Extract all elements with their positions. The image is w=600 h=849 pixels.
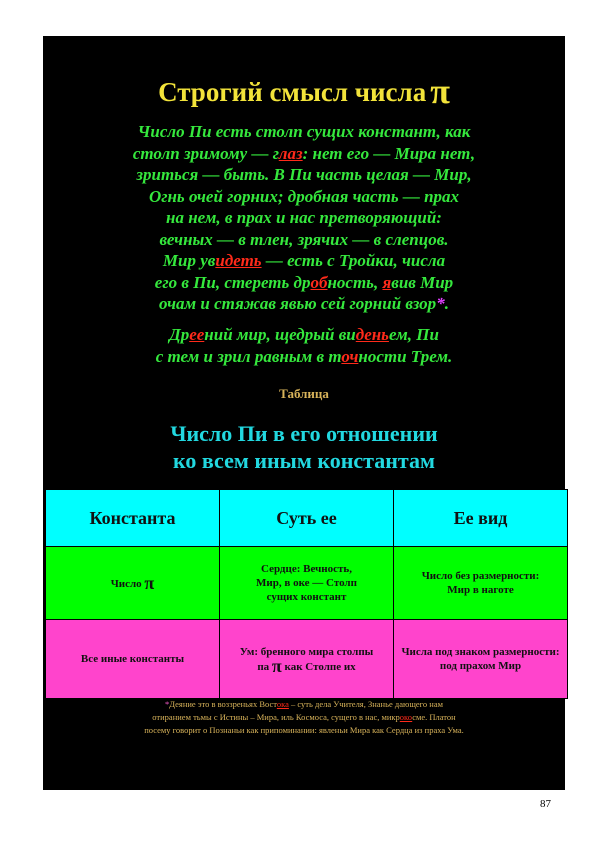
poem-line: Дреений мир, щедрый виденьем, Пи (169, 325, 439, 344)
title-text: Строгий смысл числа (158, 77, 427, 107)
footnote (55, 698, 553, 737)
poem-line: столп зримому — глаз: нет его — Мира нет, (132, 143, 476, 163)
table-title-line: Число Пи в его отношении (170, 421, 438, 446)
poem-line: на нем, в прах и нас претворяющий: (166, 208, 442, 227)
poem-stanza-2 (55, 324, 553, 367)
table-cell: Ум: бренного мира столпы па π как Столпе их (220, 620, 394, 699)
column-header: Суть ее (220, 490, 394, 547)
highlight-text: об (310, 272, 328, 292)
highlight-text: лаз (278, 143, 303, 163)
pi-symbol: π (271, 655, 282, 676)
table-cell: Числа под знаком размерности: под прахом Мир (394, 620, 568, 699)
highlight-text: ее (189, 325, 205, 344)
pi-symbol: π (144, 572, 155, 593)
table-title (43, 420, 565, 474)
footnote-marker: * (436, 294, 445, 313)
page-title (43, 70, 565, 112)
table-cell: Число без размерности: Мир в наготе (394, 547, 568, 620)
poem-line: Мир увидеть — есть с Тройки, числа (162, 251, 446, 270)
footnote-line: *Деяние это в воззреньях Востока – суть дела Учителя, Знанье дающего нам (164, 699, 443, 709)
table-cell: Сердце: Вечность, Мир, в оке — Столп сущих констант (220, 547, 394, 620)
highlight-text: день (355, 325, 389, 344)
table-title-line: ко всем иным константам (173, 448, 435, 473)
constants-table (45, 489, 568, 699)
footnote-marker: * (164, 699, 170, 709)
page-number: 87 (540, 798, 551, 810)
footnote-line: отиранием тьмы с Истины – Мира, иль Космоса, сущего в нас, микрокосме. Платон (152, 712, 456, 722)
table-header-row (46, 490, 568, 547)
highlight-text: оч (341, 346, 359, 366)
column-header: Константа (46, 490, 220, 547)
poem-line: с тем и зрил равным в точности Трем. (155, 346, 453, 366)
poem-line: зриться — быть. В Пи часть целая — Мир, (136, 165, 472, 184)
poem-stanza-1 (55, 121, 553, 315)
poem-line: Число Пи есть столп сущих констант, как (137, 122, 471, 141)
highlight-text: идеть (215, 251, 262, 270)
poem-line: Огнь очей горних; дробная часть — прах (148, 186, 460, 206)
poem-line: его в Пи, стереть дробность, явив Мир (154, 272, 454, 292)
table-cell: Все иные константы (46, 620, 220, 699)
column-header: Ее вид (394, 490, 568, 547)
table-cell: Число π (46, 547, 220, 620)
pi-symbol: π (430, 71, 450, 111)
highlight-text: я (382, 272, 392, 292)
table-row (46, 620, 568, 699)
footnote-line: посему говорит о Познаньи как припоминании: явленьи Мира как Сердца из праха Ума. (144, 725, 464, 735)
poem-line: очам и стяжав явью сей горний взор*. (159, 294, 449, 313)
poem-line: вечных — в тлен, зрячих — в слепцов. (159, 229, 449, 249)
table-caption: Таблица (279, 386, 329, 401)
table-row (46, 547, 568, 620)
